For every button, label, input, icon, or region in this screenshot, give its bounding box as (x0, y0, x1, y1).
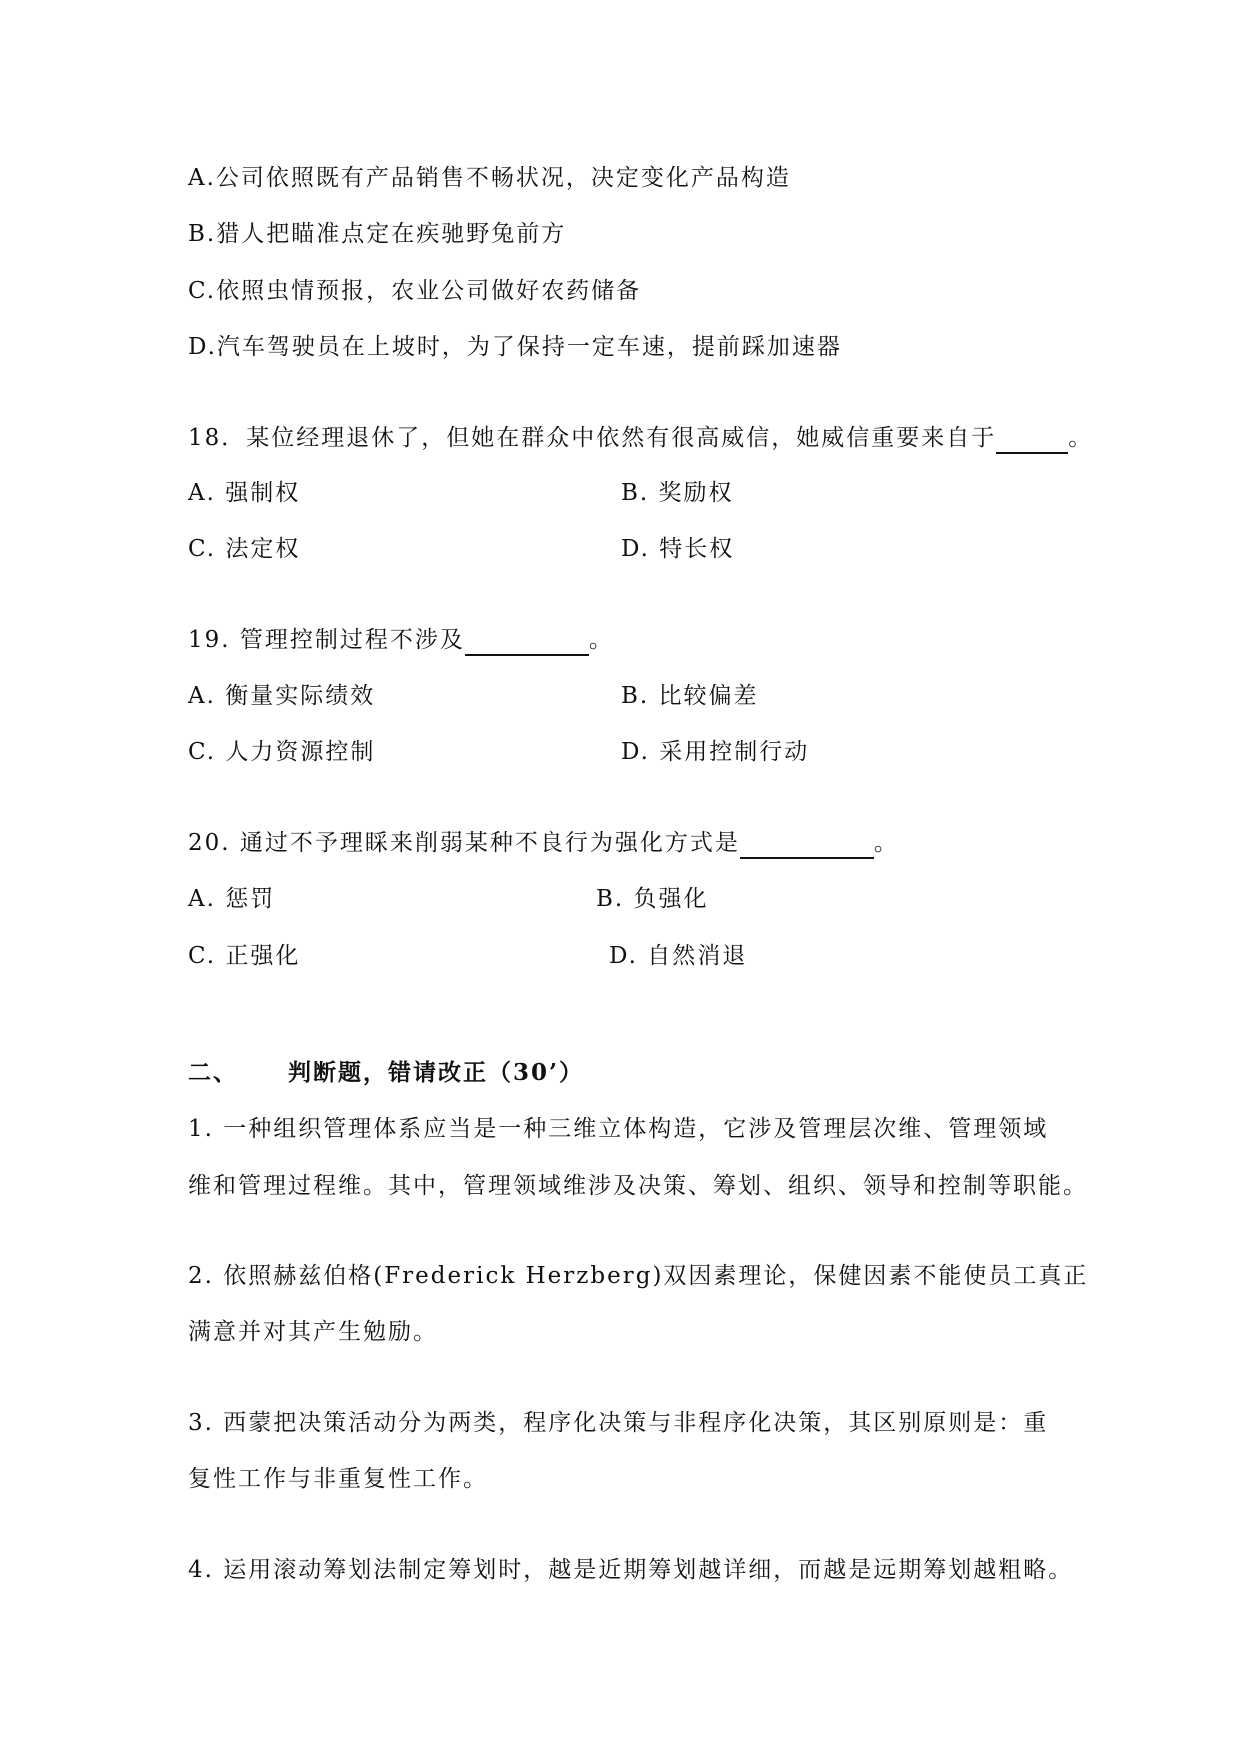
tf-item-1-line-1: 1. 一种组织管理体系应当是一种三维立体构造，它涉及管理层次维、管理领域 (188, 1116, 1049, 1142)
q19-stem (188, 624, 614, 656)
tf-item-4-line-1: 4. 运用滚动筹划法制定筹划时，越是近期筹划越详细，而越是远期筹划越粗略。 (188, 1557, 1074, 1583)
q20-option-a: A. 惩罚 (188, 886, 276, 912)
q17-option-c: C.依照虫情预报，农业公司做好农药储备 (188, 278, 642, 304)
q19-stem-text: 19. 管理控制过程不涉及 (188, 627, 465, 653)
q17-option-d: D.汽车驾驶员在上坡时，为了保持一定车速，提前踩加速器 (188, 334, 842, 360)
q18-answer-blank (996, 430, 1068, 454)
q19-option-d: D. 采用控制行动 (621, 739, 810, 765)
q18-stem-end: 。 (1068, 425, 1094, 451)
q19-option-c: C. 人力资源控制 (188, 739, 376, 765)
q20-stem-text: 20. 通过不予理睬来削弱某种不良行为强化方式是 (188, 830, 740, 856)
q20-option-b: B. 负强化 (596, 886, 709, 912)
q19-stem-end: 。 (588, 627, 614, 653)
q20-answer-blank (740, 835, 874, 859)
section-2-heading (188, 1057, 584, 1089)
q17-option-b: B.猎人把瞄准点定在疾驰野兔前方 (188, 221, 567, 247)
q20-option-c: C. 正强化 (188, 943, 301, 969)
q20-option-d: D. 自然消退 (609, 943, 748, 969)
tf-item-2-line-1: 2. 依照赫兹伯格(Frederick Herzberg)双因素理论，保健因素不能使员工真正 (188, 1263, 1089, 1289)
tf-item-2-line-2: 满意并对其产生勉励。 (188, 1319, 438, 1345)
tf-item-3-line-2: 复性工作与非重复性工作。 (188, 1466, 488, 1492)
tf-item-1-line-2: 维和管理过程维。其中，管理领域维涉及决策、筹划、组织、领导和控制等职能。 (188, 1173, 1088, 1199)
q17-option-a: A.公司依照既有产品销售不畅状况，决定变化产品构造 (188, 165, 791, 191)
q19-option-b: B. 比较偏差 (621, 683, 759, 709)
q18-option-c: C. 法定权 (188, 536, 301, 562)
q18-option-b: B. 奖励权 (621, 480, 734, 506)
q18-stem (188, 422, 1093, 454)
q20-stem-end: 。 (873, 830, 899, 856)
q18-option-a: A. 强制权 (188, 480, 301, 506)
q18-stem-text: 18．某位经理退休了，但她在群众中依然有很高威信，她威信重要来自于 (188, 425, 997, 451)
tf-item-3-line-1: 3. 西蒙把决策活动分为两类，程序化决策与非程序化决策，其区别原则是：重 (188, 1410, 1049, 1436)
q19-answer-blank (465, 632, 589, 656)
section-2-number: 二、 (188, 1059, 238, 1086)
q19-option-a: A. 衡量实际绩效 (188, 683, 376, 709)
q20-stem (188, 827, 899, 859)
q18-option-d: D. 特长权 (621, 536, 735, 562)
section-2-title: 判断题，错请改正（30’） (288, 1059, 585, 1086)
